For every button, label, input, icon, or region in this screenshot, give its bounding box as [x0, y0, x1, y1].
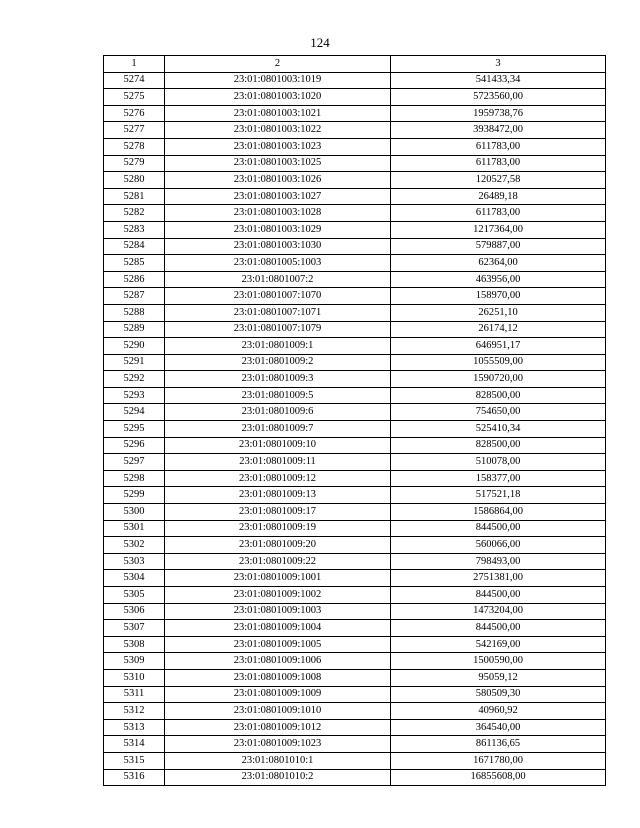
cadastral-value-cell: 1473204,00	[391, 603, 606, 620]
cadastral-number-cell: 23:01:0801009:1009	[165, 686, 391, 703]
cadastral-number-cell: 23:01:0801009:5	[165, 387, 391, 404]
table-row	[104, 238, 606, 255]
row-number-cell: 5277	[104, 122, 165, 139]
cadastral-number-cell: 23:01:0801009:1002	[165, 587, 391, 604]
row-number-cell: 5281	[104, 188, 165, 205]
row-number-cell: 5313	[104, 719, 165, 736]
table-row	[104, 271, 606, 288]
cadastral-number-cell: 23:01:0801003:1019	[165, 72, 391, 89]
table-row	[104, 437, 606, 454]
cadastral-number-cell: 23:01:0801010:2	[165, 769, 391, 786]
cadastral-number-cell: 23:01:0801009:11	[165, 454, 391, 471]
row-number-cell: 5306	[104, 603, 165, 620]
table-row	[104, 636, 606, 653]
cadastral-value-cell: 158377,00	[391, 470, 606, 487]
table-row	[104, 454, 606, 471]
table-row	[104, 387, 606, 404]
cadastral-number-cell: 23:01:0801003:1023	[165, 138, 391, 155]
cadastral-value-cell: 525410,34	[391, 421, 606, 438]
cadastral-value-cell: 579887,00	[391, 238, 606, 255]
row-number-cell: 5282	[104, 205, 165, 222]
row-number-cell: 5283	[104, 221, 165, 238]
table-row	[104, 537, 606, 554]
table-row	[104, 205, 606, 222]
cadastral-value-cell: 1500590,00	[391, 653, 606, 670]
table-row	[104, 719, 606, 736]
cadastral-value-cell: 510078,00	[391, 454, 606, 471]
cadastral-value-cell: 542169,00	[391, 636, 606, 653]
cadastral-value-cell: 861136,65	[391, 736, 606, 753]
table-row	[104, 769, 606, 786]
cadastral-number-cell: 23:01:0801009:1023	[165, 736, 391, 753]
row-number-cell: 5315	[104, 752, 165, 769]
table-row	[104, 338, 606, 355]
row-number-cell: 5312	[104, 703, 165, 720]
row-number-cell: 5280	[104, 172, 165, 189]
cadastral-number-cell: 23:01:0801003:1022	[165, 122, 391, 139]
table-row	[104, 504, 606, 521]
cadastral-value-cell: 1055509,00	[391, 354, 606, 371]
cadastral-value-cell: 1586864,00	[391, 504, 606, 521]
cadastral-number-cell: 23:01:0801010:1	[165, 752, 391, 769]
row-number-cell: 5299	[104, 487, 165, 504]
cadastral-number-cell: 23:01:0801009:1010	[165, 703, 391, 720]
cadastral-number-cell: 23:01:0801003:1025	[165, 155, 391, 172]
cadastral-value-cell: 611783,00	[391, 138, 606, 155]
cadastral-number-cell: 23:01:0801009:3	[165, 371, 391, 388]
column-header-number: 1	[104, 56, 165, 73]
cadastral-number-cell: 23:01:0801009:20	[165, 537, 391, 554]
table-row	[104, 752, 606, 769]
cadastral-value-cell: 828500,00	[391, 387, 606, 404]
cadastral-number-cell: 23:01:0801005:1003	[165, 255, 391, 272]
cadastral-value-cell: 560066,00	[391, 537, 606, 554]
cadastral-value-cell: 1959738,76	[391, 105, 606, 122]
cadastral-value-cell: 1671780,00	[391, 752, 606, 769]
cadastral-value-cell: 40960,92	[391, 703, 606, 720]
table-row	[104, 520, 606, 537]
table-row	[104, 470, 606, 487]
row-number-cell: 5297	[104, 454, 165, 471]
row-number-cell: 5298	[104, 470, 165, 487]
table-row	[104, 603, 606, 620]
cadastral-value-cell: 62364,00	[391, 255, 606, 272]
row-number-cell: 5295	[104, 421, 165, 438]
cadastral-number-cell: 23:01:0801009:2	[165, 354, 391, 371]
cadastral-number-cell: 23:01:0801003:1021	[165, 105, 391, 122]
table-row	[104, 404, 606, 421]
table-row	[104, 138, 606, 155]
table-row	[104, 188, 606, 205]
cadastral-number-cell: 23:01:0801009:1005	[165, 636, 391, 653]
row-number-cell: 5287	[104, 288, 165, 305]
row-number-cell: 5310	[104, 669, 165, 686]
cadastral-number-cell: 23:01:0801003:1029	[165, 221, 391, 238]
row-number-cell: 5303	[104, 553, 165, 570]
row-number-cell: 5304	[104, 570, 165, 587]
cadastral-value-cell: 5723560,00	[391, 89, 606, 106]
cadastral-number-cell: 23:01:0801003:1028	[165, 205, 391, 222]
table-row	[104, 553, 606, 570]
row-number-cell: 5285	[104, 255, 165, 272]
cadastral-number-cell: 23:01:0801007:2	[165, 271, 391, 288]
cadastral-number-cell: 23:01:0801003:1027	[165, 188, 391, 205]
table-row	[104, 354, 606, 371]
table-row	[104, 304, 606, 321]
cadastral-number-cell: 23:01:0801009:17	[165, 504, 391, 521]
row-number-cell: 5288	[104, 304, 165, 321]
cadastral-number-cell: 23:01:0801009:22	[165, 553, 391, 570]
cadastral-value-cell: 541433,34	[391, 72, 606, 89]
cadastral-value-table	[103, 55, 606, 786]
cadastral-number-cell: 23:01:0801009:1006	[165, 653, 391, 670]
cadastral-value-cell: 26174,12	[391, 321, 606, 338]
table-row	[104, 620, 606, 637]
row-number-cell: 5293	[104, 387, 165, 404]
cadastral-value-cell: 611783,00	[391, 155, 606, 172]
row-number-cell: 5305	[104, 587, 165, 604]
row-number-cell: 5308	[104, 636, 165, 653]
row-number-cell: 5314	[104, 736, 165, 753]
row-number-cell: 5292	[104, 371, 165, 388]
cadastral-value-cell: 798493,00	[391, 553, 606, 570]
table-row	[104, 288, 606, 305]
cadastral-value-cell: 16855608,00	[391, 769, 606, 786]
table-row	[104, 703, 606, 720]
cadastral-number-cell: 23:01:0801003:1026	[165, 172, 391, 189]
table-row	[104, 72, 606, 89]
cadastral-number-cell: 23:01:0801009:1	[165, 338, 391, 355]
cadastral-number-cell: 23:01:0801009:13	[165, 487, 391, 504]
cadastral-number-cell: 23:01:0801009:7	[165, 421, 391, 438]
row-number-cell: 5301	[104, 520, 165, 537]
cadastral-value-cell: 1217364,00	[391, 221, 606, 238]
cadastral-value-cell: 2751381,00	[391, 570, 606, 587]
table-row	[104, 371, 606, 388]
row-number-cell: 5311	[104, 686, 165, 703]
row-number-cell: 5307	[104, 620, 165, 637]
cadastral-value-cell: 120527,58	[391, 172, 606, 189]
row-number-cell: 5294	[104, 404, 165, 421]
row-number-cell: 5286	[104, 271, 165, 288]
row-number-cell: 5276	[104, 105, 165, 122]
cadastral-number-cell: 23:01:0801009:1004	[165, 620, 391, 637]
row-number-cell: 5275	[104, 89, 165, 106]
table-row	[104, 669, 606, 686]
table-row	[104, 221, 606, 238]
table-row	[104, 255, 606, 272]
row-number-cell: 5279	[104, 155, 165, 172]
table-row	[104, 122, 606, 139]
table-row	[104, 686, 606, 703]
cadastral-number-cell: 23:01:0801009:1008	[165, 669, 391, 686]
cadastral-value-cell: 646951,17	[391, 338, 606, 355]
cadastral-number-cell: 23:01:0801007:1079	[165, 321, 391, 338]
page-number: 124	[310, 35, 330, 50]
cadastral-value-cell: 26489,18	[391, 188, 606, 205]
cadastral-value-cell: 844500,00	[391, 620, 606, 637]
row-number-cell: 5290	[104, 338, 165, 355]
cadastral-value-cell: 828500,00	[391, 437, 606, 454]
cadastral-number-cell: 23:01:0801003:1030	[165, 238, 391, 255]
cadastral-value-cell: 364540,00	[391, 719, 606, 736]
row-number-cell: 5309	[104, 653, 165, 670]
cadastral-number-cell: 23:01:0801009:1003	[165, 603, 391, 620]
row-number-cell: 5291	[104, 354, 165, 371]
table-row	[104, 653, 606, 670]
table-header-row	[104, 56, 606, 73]
table-body	[104, 72, 606, 786]
table-row	[104, 89, 606, 106]
cadastral-value-cell: 158970,00	[391, 288, 606, 305]
cadastral-number-cell: 23:01:0801009:19	[165, 520, 391, 537]
table-row	[104, 155, 606, 172]
row-number-cell: 5316	[104, 769, 165, 786]
cadastral-value-cell: 844500,00	[391, 520, 606, 537]
cadastral-value-cell: 844500,00	[391, 587, 606, 604]
cadastral-value-cell: 95059,12	[391, 669, 606, 686]
cadastral-value-cell: 463956,00	[391, 271, 606, 288]
cadastral-value-cell: 580509,30	[391, 686, 606, 703]
cadastral-number-cell: 23:01:0801009:1012	[165, 719, 391, 736]
table-row	[104, 487, 606, 504]
column-header-cadastral-number: 2	[165, 56, 391, 73]
table-row	[104, 736, 606, 753]
cadastral-value-cell: 1590720,00	[391, 371, 606, 388]
cadastral-number-cell: 23:01:0801009:1001	[165, 570, 391, 587]
cadastral-number-cell: 23:01:0801009:12	[165, 470, 391, 487]
row-number-cell: 5274	[104, 72, 165, 89]
table-row	[104, 421, 606, 438]
row-number-cell: 5289	[104, 321, 165, 338]
cadastral-value-cell: 517521,18	[391, 487, 606, 504]
cadastral-value-cell: 611783,00	[391, 205, 606, 222]
row-number-cell: 5284	[104, 238, 165, 255]
cadastral-number-cell: 23:01:0801009:6	[165, 404, 391, 421]
cadastral-value-cell: 754650,00	[391, 404, 606, 421]
table-row	[104, 587, 606, 604]
cadastral-number-cell: 23:01:0801003:1020	[165, 89, 391, 106]
cadastral-number-cell: 23:01:0801007:1071	[165, 304, 391, 321]
row-number-cell: 5296	[104, 437, 165, 454]
cadastral-number-cell: 23:01:0801009:10	[165, 437, 391, 454]
row-number-cell: 5302	[104, 537, 165, 554]
table-row	[104, 570, 606, 587]
cadastral-value-cell: 26251,10	[391, 304, 606, 321]
table-row	[104, 105, 606, 122]
column-header-value: 3	[391, 56, 606, 73]
cadastral-number-cell: 23:01:0801007:1070	[165, 288, 391, 305]
row-number-cell: 5300	[104, 504, 165, 521]
cadastral-value-cell: 3938472,00	[391, 122, 606, 139]
row-number-cell: 5278	[104, 138, 165, 155]
table-row	[104, 172, 606, 189]
table-row	[104, 321, 606, 338]
